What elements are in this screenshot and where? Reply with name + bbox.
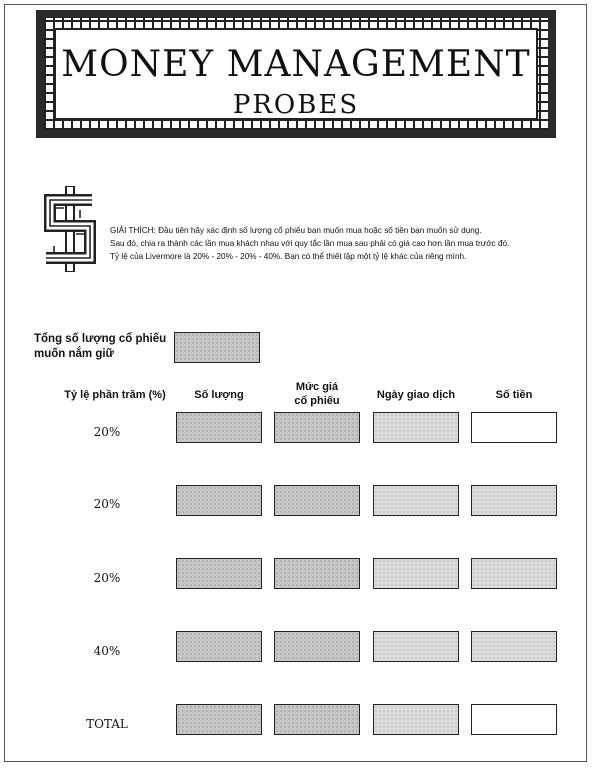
header-amount: Số tiền [495, 389, 533, 401]
row-label-2: 20% [93, 497, 121, 511]
price-field[interactable] [274, 631, 360, 662]
amount-field[interactable] [471, 704, 557, 735]
price-field[interactable] [274, 704, 360, 735]
header-percent: Tỷ lệ phần trăm (%) [64, 389, 166, 401]
dollar-maze-icon [40, 186, 100, 272]
price-field[interactable] [274, 412, 360, 443]
price-field[interactable] [274, 558, 360, 589]
total-shares-field[interactable] [174, 332, 260, 363]
quantity-field[interactable] [176, 631, 262, 662]
quantity-field[interactable] [176, 412, 262, 443]
date-field[interactable] [373, 412, 459, 443]
quantity-field[interactable] [176, 485, 262, 516]
header-date: Ngày giao dịch [376, 389, 456, 401]
row-label-3: 20% [93, 571, 121, 585]
instructions-line-3: Tỷ lệ của Livermore là 20% - 20% - 20% - 40%. Bạn có thể thiết lập một tỷ lệ khác của riêng mình. [110, 252, 467, 261]
price-field[interactable] [274, 485, 360, 516]
quantity-field[interactable] [176, 558, 262, 589]
header-price-line-2: cổ phiếu [294, 395, 340, 407]
page-subtitle: PROBES [232, 90, 360, 120]
title-banner [36, 10, 556, 138]
header-price [274, 380, 360, 408]
amount-field[interactable] [471, 412, 557, 443]
date-field[interactable] [373, 631, 459, 662]
date-field[interactable] [373, 485, 459, 516]
page-title: MONEY MANAGEMENT [61, 44, 531, 85]
quantity-field[interactable] [176, 704, 262, 735]
date-field[interactable] [373, 558, 459, 589]
banner-center [54, 28, 538, 120]
amount-field[interactable] [471, 631, 557, 662]
instructions-line-2: Sau đó, chia ra thành các lần mua khách nhau với quy tắc lần mua sau phải có giá cao hơn lần mua trước đó. [110, 239, 510, 248]
header-quantity: Số lượng [194, 389, 244, 401]
instructions-line-1: GIẢI THÍCH: Đầu tiên hãy xác định số lượng cổ phiếu bạn muốn mua hoặc số tiền bạn muốn sử dụng. [110, 226, 482, 235]
greek-key-border [44, 18, 548, 130]
row-label-1: 20% [93, 425, 121, 439]
instructions-text [110, 224, 570, 263]
amount-field[interactable] [471, 485, 557, 516]
header-price-line-1: Mức giá [295, 381, 339, 393]
date-field[interactable] [373, 704, 459, 735]
amount-field[interactable] [471, 558, 557, 589]
row-label-total: TOTAL [86, 717, 128, 731]
row-label-4: 40% [93, 644, 121, 658]
total-shares-label: Tổng số lượng cổ phiếu muốn nắm giữ [34, 333, 167, 360]
